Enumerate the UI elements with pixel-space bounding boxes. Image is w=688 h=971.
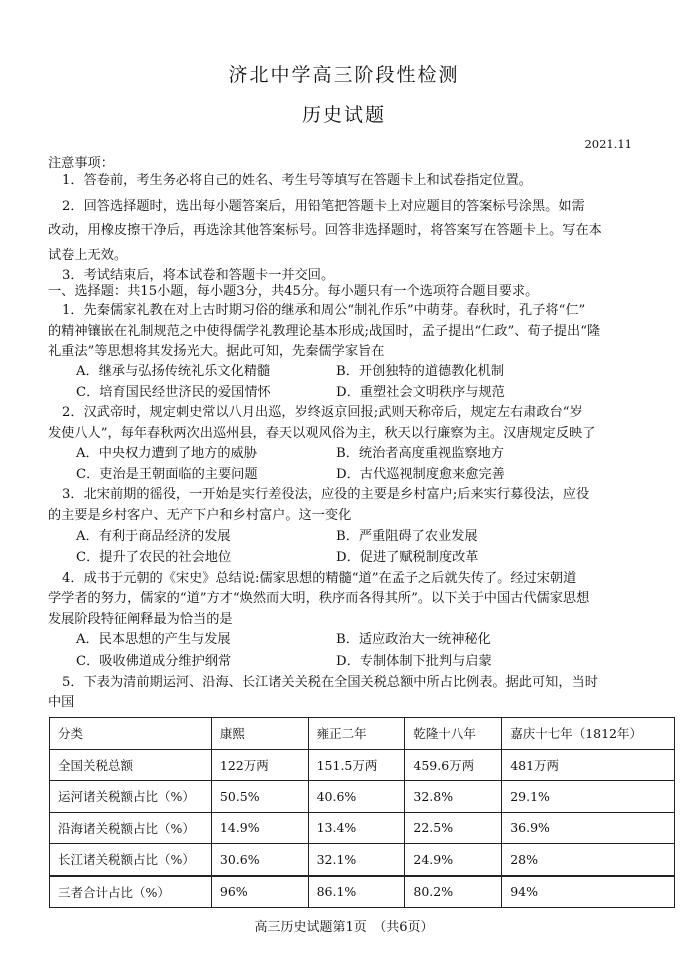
- table-cell: 36.9%: [502, 812, 675, 844]
- table-cell: 30.6%: [211, 844, 308, 876]
- table-header-cell: 康熙: [211, 718, 308, 750]
- exam-title: 济北中学高三阶段性检测: [228, 64, 460, 86]
- exam-subtitle: 历史试题: [301, 104, 386, 126]
- question-5-line-1: 5．下表为清前期运河、沿海、长江诸关关税在全国关税总额中所占比例表。据此可知，当时: [62, 675, 598, 690]
- table-cell: 14.9%: [211, 812, 308, 844]
- table-row: [50, 876, 675, 908]
- question-4-option-a: A．民本思想的产生与发展: [76, 632, 231, 647]
- table-row: [50, 844, 675, 876]
- table-cell: 459.6万两: [405, 749, 502, 781]
- table-cell: 80.2%: [405, 876, 502, 908]
- notice-item-1: 1．答卷前，考生务必将自己的姓名、考生号等填写在答题卡上和试卷指定位置。: [62, 173, 532, 188]
- question-1-option-d: D．重塑社会文明秩序与规范: [336, 385, 505, 400]
- table-cell: 481万两: [502, 749, 675, 781]
- table-header-cell: 分类: [50, 718, 212, 750]
- notice-item-2-line-1: 2．回答选择题时，选出每小题答案后，用铅笔把答题卡上对应题目的答案标号涂黑。如需: [62, 199, 585, 214]
- table-cell: 96%: [211, 876, 308, 908]
- question-1-option-b: B．开创独特的道德教化机制: [336, 364, 504, 379]
- table-cell: 三者合计占比（%）: [50, 876, 212, 908]
- table-cell: 沿海诸关税额占比（%）: [50, 812, 212, 844]
- table-cell: 全国关税总额: [50, 749, 212, 781]
- table-header-cell: 乾隆十八年: [405, 718, 502, 750]
- table-cell: 长江诸关税额占比（%）: [50, 844, 212, 876]
- page-footer: 高三历史试题第1页 （共6页）: [254, 920, 434, 935]
- table-cell: 86.1%: [308, 876, 405, 908]
- table-cell: 28%: [502, 844, 675, 876]
- question-4-option-b: B．适应政治大一统神秘化: [336, 632, 491, 647]
- question-4-option-d: D．专制体制下批判与启蒙: [336, 654, 492, 669]
- table-row: [50, 749, 675, 781]
- question-4-line-1: 4．成书于元朝的《宋史》总结说:儒家思想的精髓“道”在孟子之后就失传了。经过宋朝道: [62, 571, 577, 586]
- question-4-option-c: C．吸收佛道成分维护纲常: [76, 654, 232, 669]
- table-cell: 50.5%: [211, 781, 308, 813]
- table-header-cell: 雍正二年: [308, 718, 405, 750]
- customs-duty-table: [49, 717, 675, 908]
- question-5-line-2: 中国: [48, 695, 75, 710]
- question-1-option-a: A．继承与弘扬传统礼乐文化精髓: [76, 364, 271, 379]
- notice-item-2-line-3: 试卷上无效。: [48, 248, 128, 263]
- table-cell: 32.8%: [405, 781, 502, 813]
- table-cell: 40.6%: [308, 781, 405, 813]
- question-3-line-2: 的主要是乡村客户、无产下户和乡村富户。这一变化: [48, 508, 352, 523]
- question-3-option-d: D．促进了赋税制度改革: [336, 550, 479, 565]
- table-cell: 22.5%: [405, 812, 502, 844]
- section-1-heading: 一、选择题：共15小题，每小题3分，共45分。每小题只有一个选项符合题目要求。: [48, 284, 539, 299]
- table-cell: 151.5万两: [308, 749, 405, 781]
- table-header-row: [50, 718, 675, 750]
- table-cell: 94%: [502, 876, 675, 908]
- table-cell: 122万两: [211, 749, 308, 781]
- question-2-line-1: 2．汉武帝时，规定刺史常以八月出巡，岁终返京回报;武则天称帝后，规定左右肃政台“岁: [62, 405, 583, 420]
- table-cell: 24.9%: [405, 844, 502, 876]
- table-row: [50, 781, 675, 813]
- table-header-cell: 嘉庆十七年（1812年）: [502, 718, 675, 750]
- question-1-option-c: C．培育国民经世济民的爱国情怀: [76, 385, 271, 400]
- question-1-line-3: 礼重法”等思想将其发扬光大。据此可知，先秦儒学家旨在: [48, 344, 385, 359]
- question-1-line-2: 的精神镶嵌在礼制规范之中使得儒学礼教理论基本形成;战国时，孟子提出“仁政”、荀子提出“隆: [48, 324, 601, 339]
- question-3-option-b: B．严重阻碍了农业发展: [336, 529, 478, 544]
- question-4-line-2: 学学者的努力，儒家的“道”方才“焕然而大明，秩序而各得其所”。以下关于中国古代儒家思想: [48, 591, 590, 606]
- notice-item-3: 3．考试结束后，将本试卷和答题卡一并交回。: [62, 268, 335, 283]
- question-2-option-b: B．统治者高度重视监察地方: [336, 446, 504, 461]
- exam-date: 2021.11: [584, 137, 632, 151]
- question-2-line-2: 发使八人”，每年春秋两次出巡州县，春天以观风俗为主，秋天以行廉察为主。汉唐规定反映了: [48, 426, 596, 441]
- question-2-option-a: A．中央权力遭到了地方的威胁: [76, 446, 257, 461]
- table-cell: 运河诸关税额占比（%）: [50, 781, 212, 813]
- table-cell: 29.1%: [502, 781, 675, 813]
- question-2-option-d: D．古代巡视制度愈来愈完善: [336, 467, 505, 482]
- question-3-option-a: A．有利于商品经济的发展: [76, 529, 231, 544]
- notice-heading: 注意事项：: [48, 156, 114, 171]
- question-2-option-c: C．吏治是王朝面临的主要问题: [76, 467, 258, 482]
- notice-item-2-line-2: 改动，用橡皮擦干净后，再选涂其他答案标号。回答非选择题时，将答案写在答题卡上。写在本: [48, 223, 602, 238]
- question-3-line-1: 3．北宋前期的徭役，一开始是实行差役法，应役的主要是乡村富户;后来实行募役法，应役: [62, 487, 590, 502]
- question-3-option-c: C．提升了农民的社会地位: [76, 550, 232, 565]
- table-cell: 32.1%: [308, 844, 405, 876]
- question-1-line-1: 1．先秦儒家礼教在对上古时期习俗的继承和周公“制礼作乐”中萌芽。春秋时，孔子将“仁”: [62, 303, 586, 318]
- question-4-line-3: 发展阶段特征阐释最为恰当的是: [48, 612, 233, 627]
- table-row: [50, 812, 675, 844]
- table-cell: 13.4%: [308, 812, 405, 844]
